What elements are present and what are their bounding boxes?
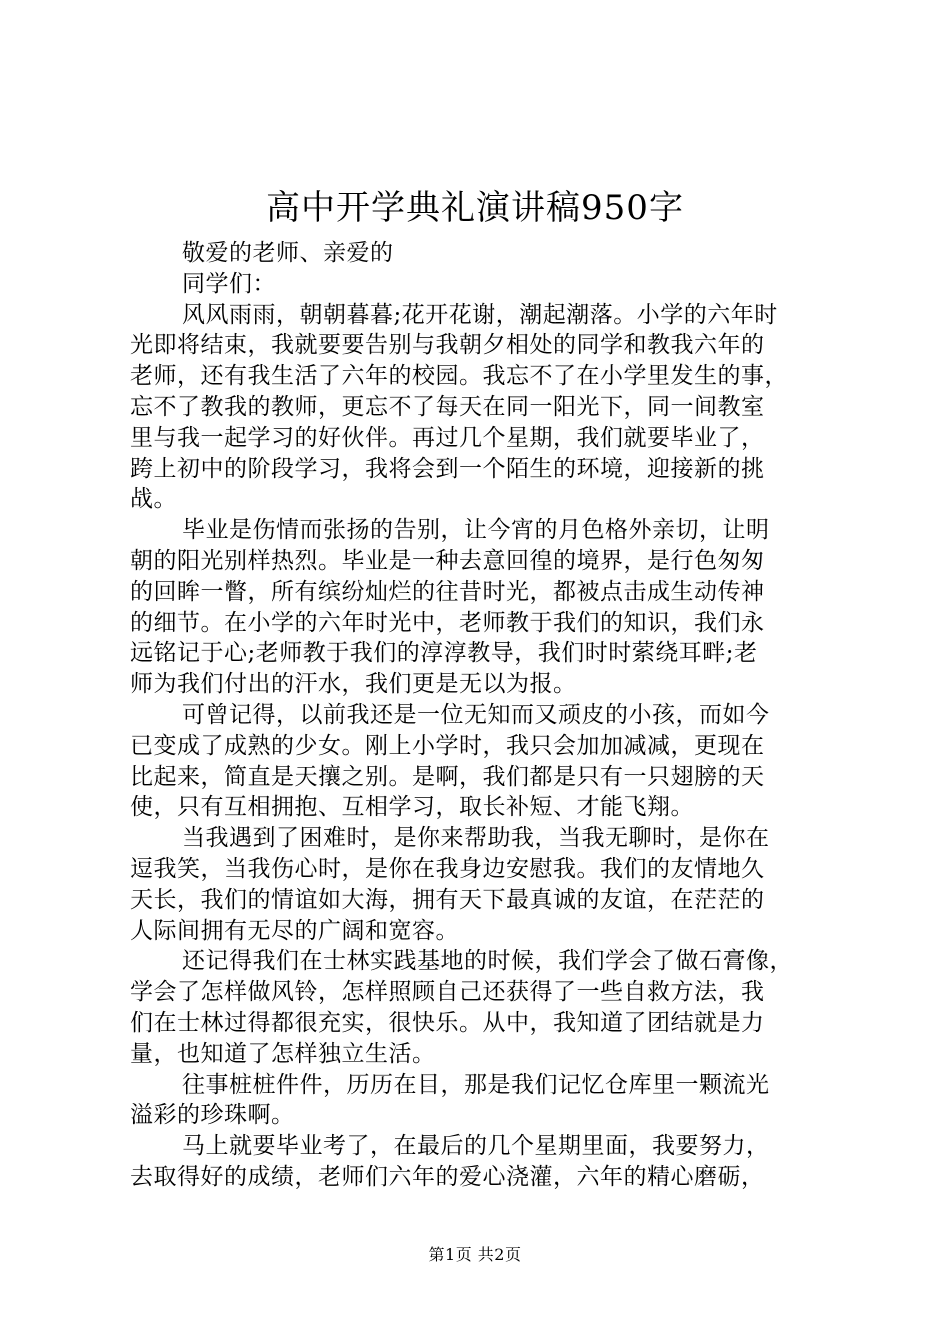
- text-line: 使，只有互相拥抱、互相学习，取长补短、才能飞翔。: [130, 794, 694, 821]
- document-title: 高中开学典礼演讲稿950字: [266, 188, 684, 228]
- text-line: 马上就要毕业考了，在最后的几个星期里面，我要努力，: [182, 1133, 770, 1160]
- text-line: 天长，我们的情谊如大海，拥有天下最真诚的友谊，在茫茫的: [130, 886, 765, 913]
- text-line: 跨上初中的阶段学习，我将会到一个陌生的环境，迎接新的挑: [130, 455, 765, 482]
- text-line: 忘不了教我的教师，更忘不了每天在同一阳光下，同一间教室: [130, 393, 765, 420]
- text-line: 可曾记得，以前我还是一位无知而又顽皮的小孩，而如今: [182, 701, 770, 728]
- text-line: 们在士林过得都很充实，很快乐。从中，我知道了团结就是力: [130, 1009, 765, 1036]
- text-line: 溢彩的珍珠啊。: [130, 1102, 295, 1129]
- text-line: 当我遇到了困难时，是你来帮助我，当我无聊时，是你在: [182, 825, 770, 852]
- text-line: 风风雨雨，朝朝暮暮;花开花谢，潮起潮落。小学的六年时: [182, 301, 778, 328]
- text-line: 往事桩桩件件，历历在目，那是我们记忆仓库里一颗流光: [182, 1071, 770, 1098]
- text-line: 敬爱的老师、亲爱的: [182, 240, 394, 266]
- text-line: 远铭记于心;老师教于我们的淳淳教导，我们时时萦绕耳畔;老: [130, 640, 758, 667]
- text-line: 光即将结束，我就要要告别与我朝夕相处的同学和教我六年的: [130, 332, 765, 359]
- text-line: 的细节。在小学的六年时光中，老师教于我们的知识，我们永: [130, 609, 765, 636]
- text-line: 量，也知道了怎样独立生活。: [130, 1040, 436, 1067]
- text-line: 学会了怎样做风铃，怎样照顾自己还获得了一些自救方法，我: [130, 979, 765, 1006]
- page-footer: 第1页 共2页: [428, 1245, 522, 1264]
- text-line: 师为我们付出的汗水，我们更是无以为报。: [130, 671, 577, 698]
- text-line: 比起来，简直是天攘之别。是啊，我们都是只有一只翅膀的天: [130, 763, 765, 790]
- text-line: 里与我一起学习的好伙伴。再过几个星期，我们就要毕业了，: [130, 424, 765, 451]
- text-line: 战。: [130, 486, 177, 513]
- document-body: [130, 238, 830, 1193]
- text-line: 老师，还有我生活了六年的校园。我忘不了在小学里发生的事，: [130, 363, 788, 390]
- text-line: 毕业是伤情而张扬的告别，让今宵的月色格外亲切，让明: [182, 517, 770, 544]
- text-line: 的回眸一瞥，所有缤纷灿烂的往昔时光，都被点击成生动传神: [130, 578, 765, 605]
- text-line: 同学们：: [182, 270, 276, 297]
- text-line: 去取得好的成绩，老师们六年的爱心浇灌，六年的精心磨砺，: [130, 1163, 765, 1190]
- text-line: 逗我笑，当我伤心时，是你在我身边安慰我。我们的友情地久: [130, 855, 765, 882]
- text-line: 朝的阳光别样热烈。毕业是一种去意回徨的境界，是行色匆匆: [130, 547, 765, 574]
- text-line: 还记得我们在士林实践基地的时候，我们学会了做石膏像，: [182, 948, 793, 975]
- text-line: 已变成了成熟的少女。刚上小学时，我只会加加减减，更现在: [130, 732, 765, 759]
- text-line: 人际间拥有无尽的广阔和宽容。: [130, 917, 459, 944]
